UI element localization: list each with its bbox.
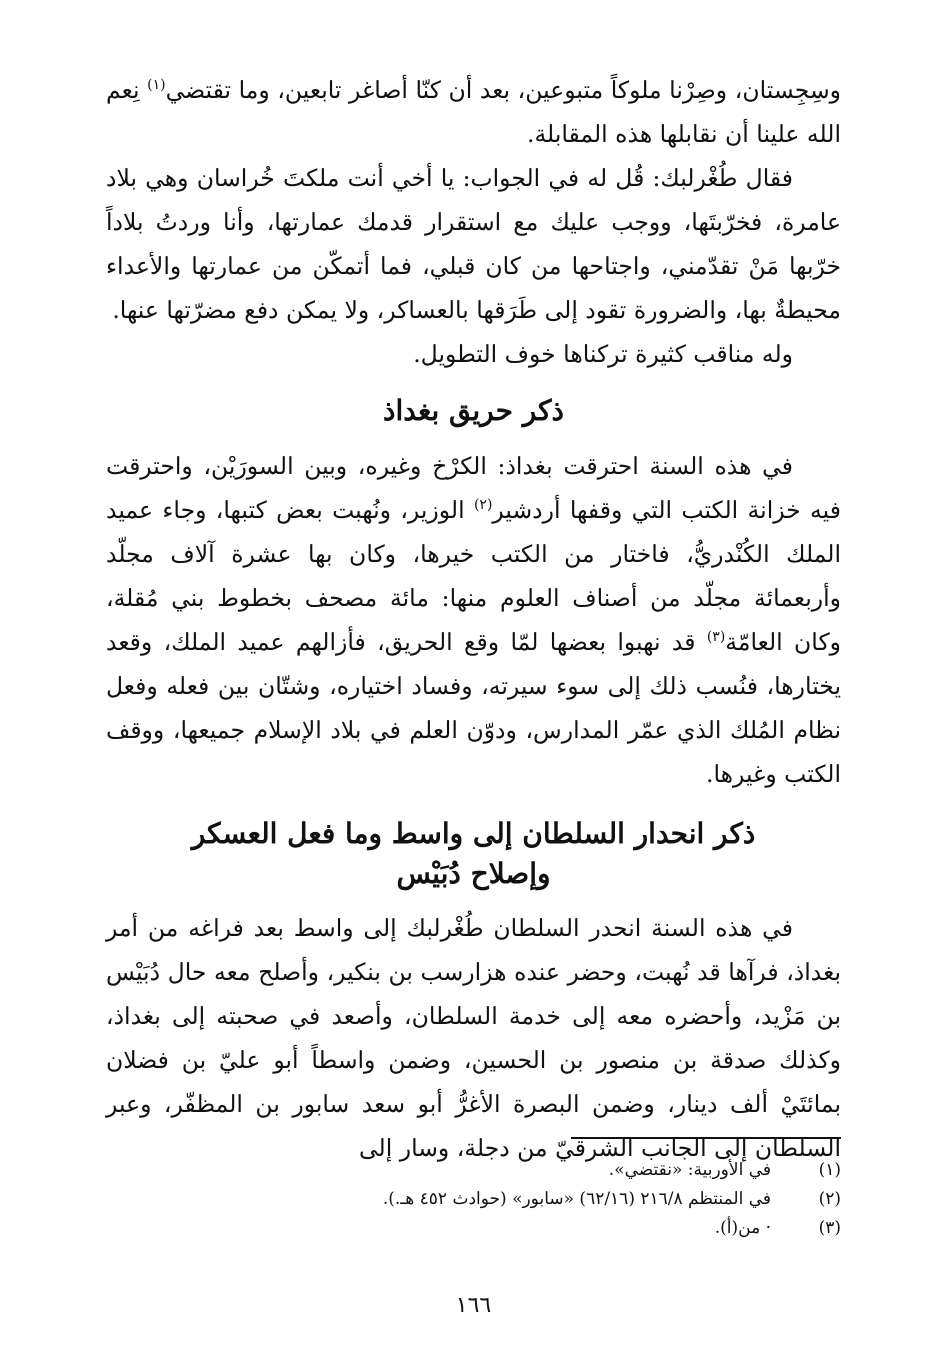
footnote-number: (٢) — [818, 1189, 841, 1209]
paragraph-2: فقال طُغْرلبك: قُل له في الجواب: يا أخي أنت ملكتَ خُراسان وهي بلاد عامرة، فخرّبتَها، ووجب عليك مع استقرار قدمك عمارتها، وأنا وردتُ بلاداً خرّبها مَنْ تقدّمني، واجتاحها من كان قبلي، فما أتمكّن من عمارتها والأعداء محيطةٌ بها، والضرورة تقود إلى طَرَقها بالعساكر، ولا يمكن دفع مضرّتها عنها. — [106, 164, 841, 324]
footnote-number: (١) — [818, 1160, 841, 1180]
page-number: ١٦٦ — [455, 1293, 492, 1318]
footnote-text: في المنتظم ٢١٦/٨ (٦٢/١٦) «سابور» (حوادث ٤٥٢ هـ.). — [382, 1189, 771, 1209]
paragraph-4 — [106, 444, 841, 796]
paragraph-4-text: في هذه السنة احترقت بغداذ: الكرْخ وغيره، وبين السورَيْن، واحترقت فيه خزانة الكتب التي وقفها أردشير — [106, 452, 841, 524]
footnote-1 — [106, 1156, 841, 1185]
footnote-ref-2: (٢) — [473, 497, 493, 514]
footnote-text: · من(أ). — [714, 1218, 771, 1238]
paragraph-5: في هذه السنة انحدر السلطان طُغْرلبك إلى واسط بعد فراغه من أمر بغداذ، فرآها قد نُهبت، وحضر عنده هزارسب بن بنكير، وأصلح معه حال دُبَيْس بن مَزْيد، وأحضره معه إلى خدمة السلطان، وأصعد في صحبته إلى بغداذ، وكذلك صدقة بن منصور بن الحسين، وضمن واسطاً أبو عليّ بن فضلان بمائتَيْ ألف دينار، وضمن البصرة الأغرُّ أبو سعد سابور بن المظفّر، وعبر السلطان إلى الجانب الشرقيّ من دجلة، وسار إلى — [106, 914, 841, 1162]
footnote-2 — [106, 1185, 841, 1214]
footnote-ref-3: (٣) — [706, 629, 726, 646]
footnote-text: في الأوربية: «نقتضي». — [608, 1160, 771, 1180]
paragraph-4-text-mid: الوزير، ونُهبت بعض كتبها، وجاء عميد الملك الكُنْدريُّ، فاختار من الكتب خيرها، وكان بها عشرة آلاف مجلّد وأربعمائة مجلّد من أصناف العلوم منها: مائة مصحف بخطوط بني مُقلة، وكان العامّة — [106, 496, 841, 656]
paragraph-3: وله مناقب كثيرة تركناها خوف التطويل. — [413, 340, 793, 368]
footnote-ref-1: (١) — [147, 77, 166, 94]
section-heading-fire: ذكر حريق بغداذ — [383, 394, 564, 427]
footnote-number: (٣) — [818, 1218, 841, 1238]
section-heading-sultan-line-2: وإصلاح دُبَيْس — [396, 857, 551, 890]
paragraph-4-text-end: قد نهبوا بعضها لمّا وقع الحريق، فأزالهم عميد الملك، وقعد يختارها، فنُسب ذلك إلى سوء سيرته، وفساد اختياره، وشتّان بين فعله وفعل نظام المُلك الذي عمّر المدارس، ودوّن العلم في بلاد الإسلام جميعها، ووقف الكتب وغيرها. — [106, 628, 841, 788]
paragraph-1-text-end: نِعم الله علينا أن نقابلها هذه المقابلة. — [106, 76, 841, 148]
section-heading-sultan-line-1: ذكر انحدار السلطان إلى واسط وما فعل العسكر — [191, 817, 756, 850]
section-heading-sultan — [106, 814, 841, 894]
paragraph-1 — [106, 68, 841, 156]
footnote-divider — [571, 1137, 841, 1139]
paragraph-1-text: وسِجِستان، وصِرْنا ملوكاً متبوعين، بعد أن كنّا أصاغر تابعين، وما تقتضي — [165, 76, 841, 104]
footnotes — [106, 1156, 841, 1243]
main-text — [106, 68, 841, 1170]
footnote-3 — [106, 1214, 841, 1243]
